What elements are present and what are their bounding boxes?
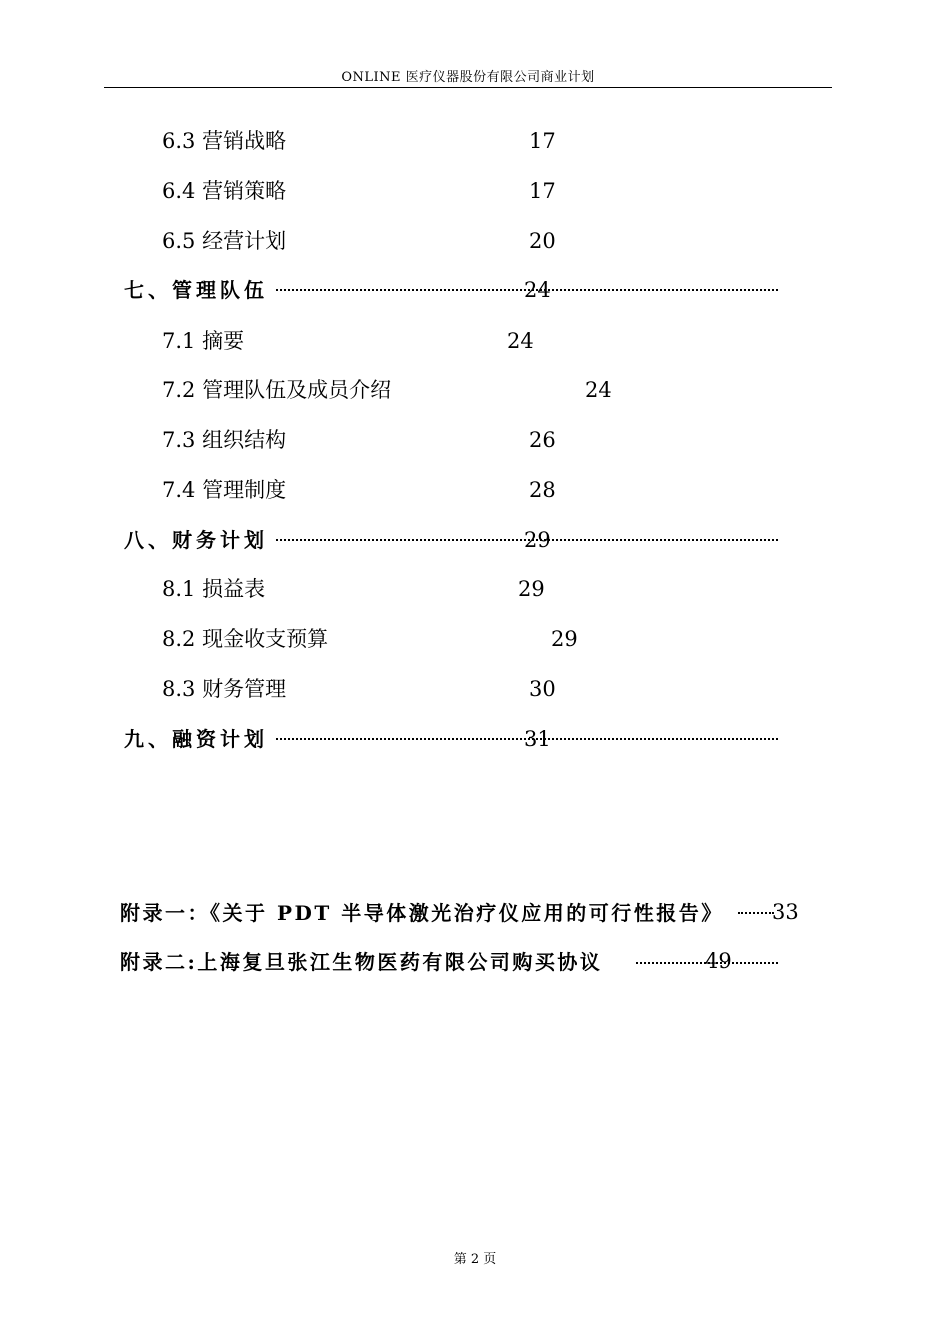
toc-page-7: 24 (524, 278, 551, 302)
toc-entry-8-3[interactable]: 8.3 财务管理 (162, 677, 287, 701)
toc-page-8-2: 29 (551, 627, 578, 651)
toc-appendix-2[interactable]: 附录二:上海复旦张江生物医药有限公司购买协议 (120, 950, 603, 974)
toc-page-7-4: 28 (529, 478, 556, 502)
toc-page-7-2: 24 (585, 378, 612, 402)
toc-entry-7-4[interactable]: 7.4 管理制度 (162, 478, 287, 502)
toc-page-8-3: 30 (529, 677, 556, 701)
toc-page-6-4: 17 (529, 179, 556, 203)
toc-page-appendix-2: 49 (705, 949, 732, 973)
page-number-footer: 第 2 页 (453, 1252, 497, 1267)
toc-chapter-9[interactable]: 九、融资计划 (124, 727, 268, 751)
toc-page-6-5: 20 (529, 229, 556, 253)
toc-entry-8-2[interactable]: 8.2 现金收支预算 (162, 627, 329, 651)
toc-page-8-1: 29 (518, 577, 545, 601)
toc-page-8: 29 (524, 528, 551, 552)
toc-entry-8-1[interactable]: 8.1 损益表 (162, 577, 266, 601)
header-divider (104, 87, 832, 88)
toc-page-9: 31 (524, 727, 551, 751)
toc-page-appendix-1: 33 (772, 900, 799, 924)
toc-entry-6-3[interactable]: 6.3 营销战略 (162, 129, 287, 153)
toc-entry-6-4[interactable]: 6.4 营销策略 (162, 179, 287, 203)
toc-entry-6-5[interactable]: 6.5 经营计划 (162, 229, 287, 253)
toc-entry-7-1[interactable]: 7.1 摘要 (162, 329, 245, 353)
toc-page-7-3: 26 (529, 428, 556, 452)
running-header: ONLINE 医疗仪器股份有限公司商业计划 (341, 70, 595, 85)
toc-chapter-7[interactable]: 七、管理队伍 (124, 278, 268, 302)
toc-entry-7-2[interactable]: 7.2 管理队伍及成员介绍 (162, 378, 392, 402)
toc-leader-dots-appendix-1 (738, 912, 774, 914)
toc-appendix-1[interactable]: 附录一：《关于 PDT 半导体激光治疗仪应用的可行性报告》 (120, 901, 724, 925)
toc-page-7-1: 24 (507, 329, 534, 353)
toc-entry-7-3[interactable]: 7.3 组织结构 (162, 428, 287, 452)
toc-page-6-3: 17 (529, 129, 556, 153)
toc-chapter-8[interactable]: 八、财务计划 (124, 528, 268, 552)
